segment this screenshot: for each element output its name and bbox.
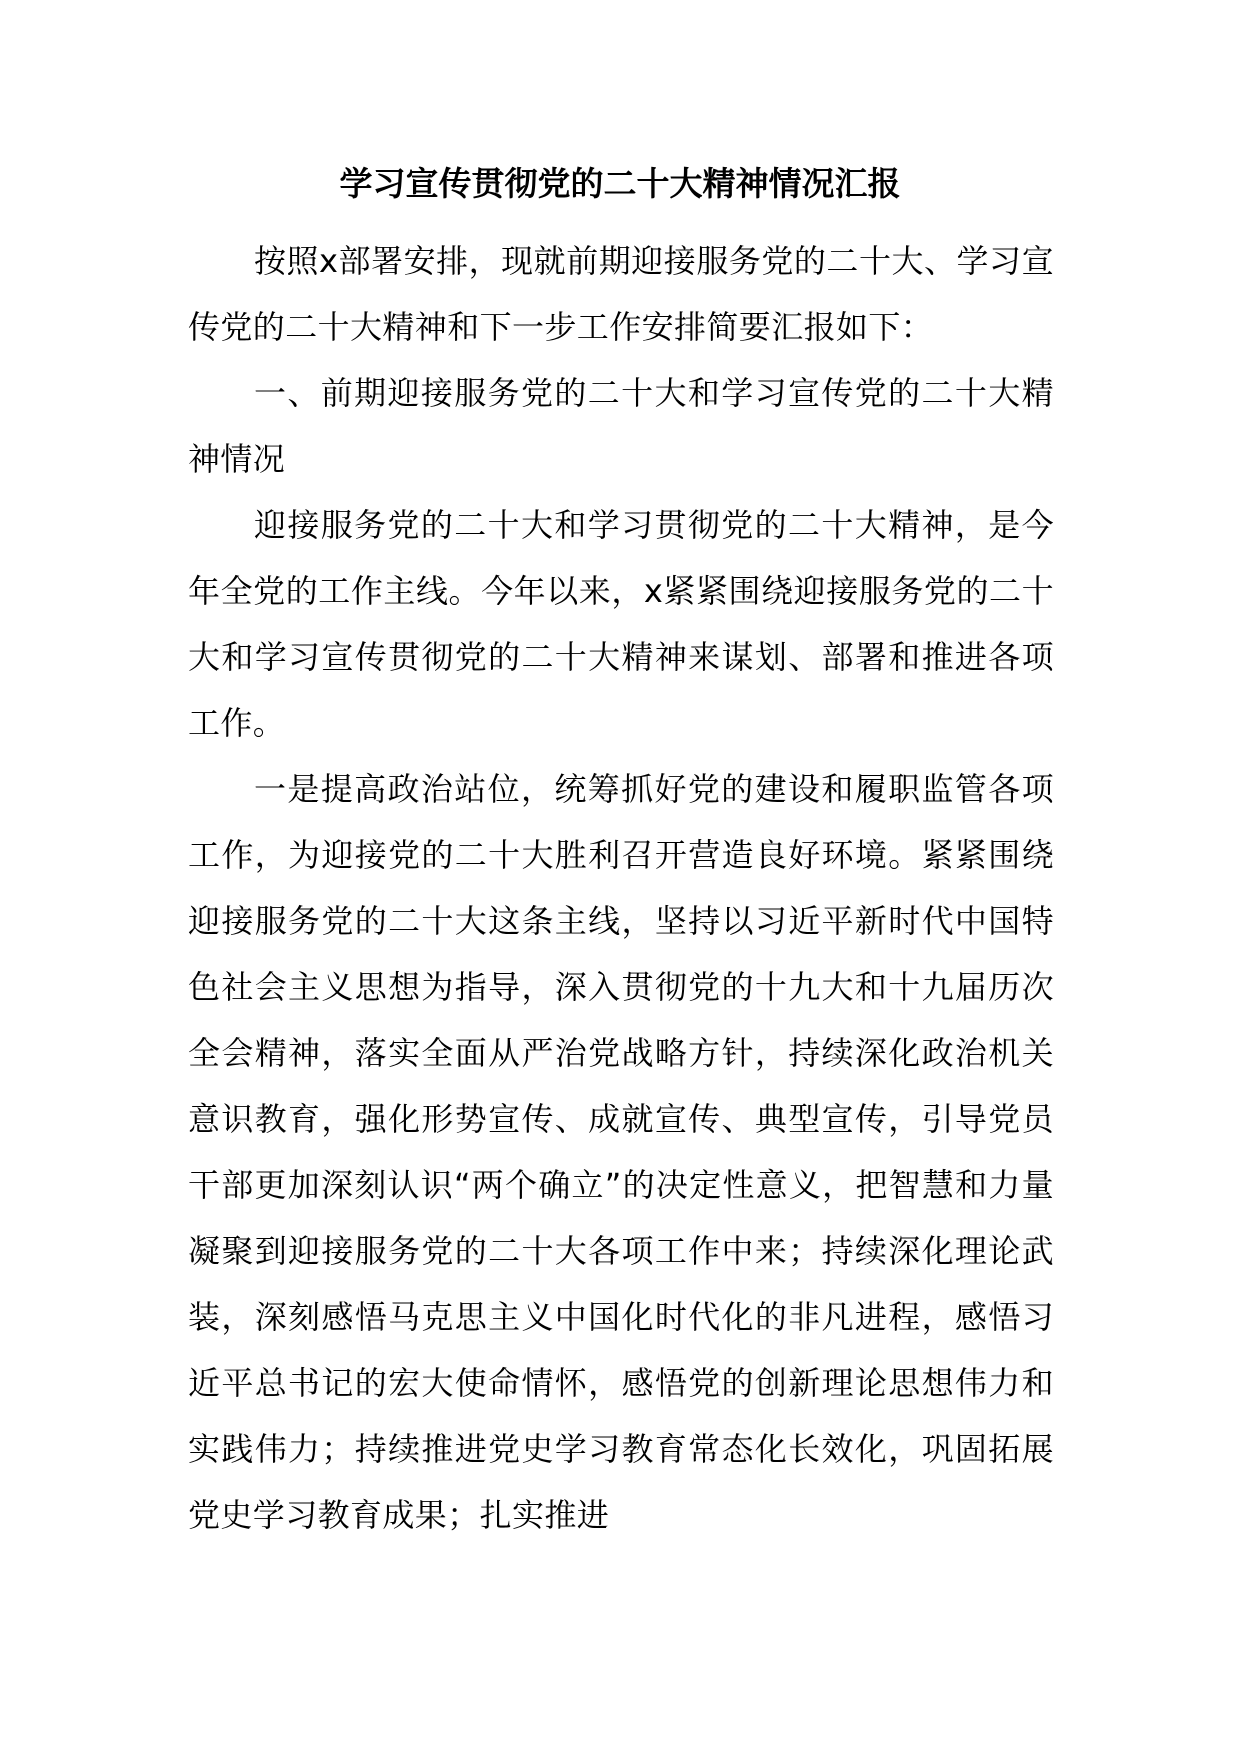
paragraph-point-1: 一是提高政治站位，统筹抓好党的建设和履职监管各项工作，为迎接党的二十大胜利召开营造良好环境。紧紧围绕迎接服务党的二十大这条主线，坚持以习近平新时代中国特色社会主义思想为指导，深入贯彻党的十九大和十九届历次全会精神，落实全面从严治党战略方针，持续深化政治机关意识教育，强化形势宣传、成就宣传、典型宣传，引导党员干部更加深刻认识“两个确立”的决定性意义，把智慧和力量凝聚到迎接服务党的二十大各项工作中来；持续深化理论武装，深刻感悟马克思主义中国化时代化的非凡进程，感悟习近平总书记的宏大使命情怀，感悟党的创新理论思想伟力和实践伟力；持续推进党史学习教育常态化长效化，巩固拓展党史学习教育成果；扎实推进 bbox=[188, 770, 1054, 1534]
document-title: 学习宣传贯彻党的二十大精神情况汇报 bbox=[339, 164, 901, 203]
paragraph-overview: 迎接服务党的二十大和学习贯彻党的二十大精神，是今年全党的工作主线。今年以来，x紧紧围绕迎接服务党的二十大和学习宣传贯彻党的二十大精神来谋划、部署和推进各项工作。 bbox=[188, 506, 1054, 742]
document-body bbox=[188, 228, 1054, 1548]
paragraph-intro: 按照x部署安排，现就前期迎接服务党的二十大、学习宣传党的二十大精神和下一步工作安排简要汇报如下： bbox=[188, 242, 1054, 346]
section-heading-1: 一、前期迎接服务党的二十大和学习宣传党的二十大精神情况 bbox=[188, 374, 1054, 478]
